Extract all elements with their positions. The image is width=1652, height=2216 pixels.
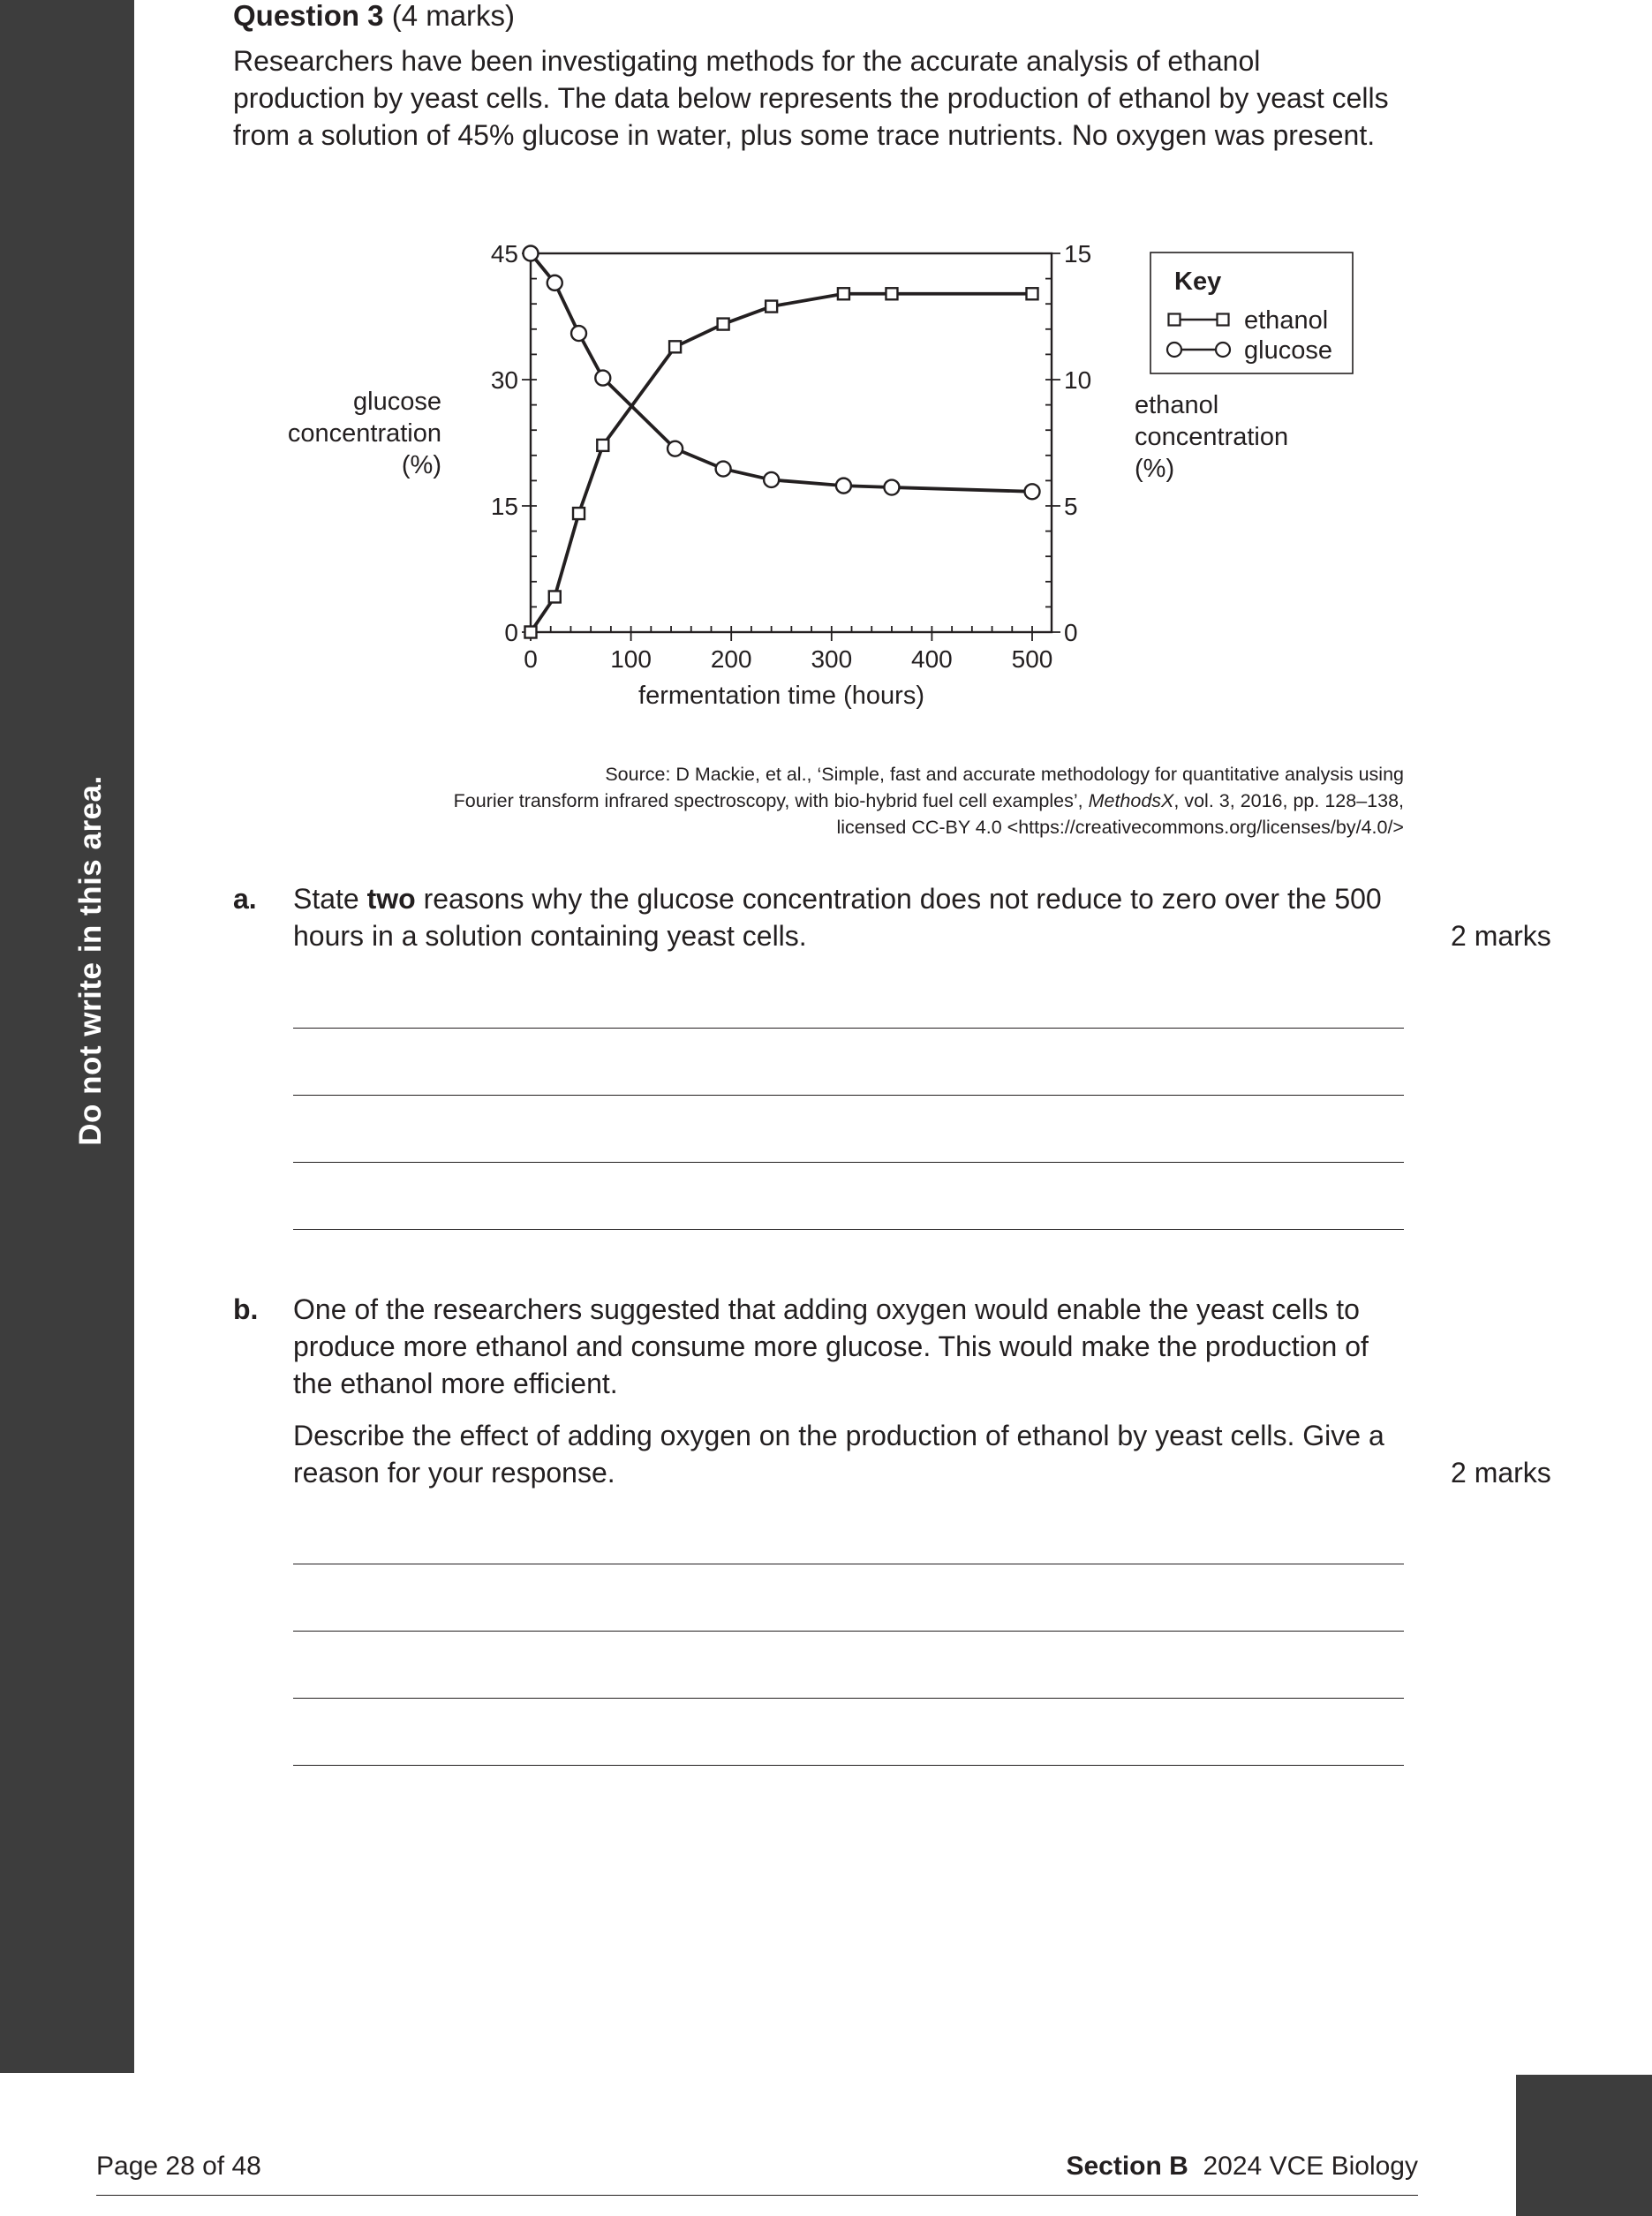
x-tick-label: 300 xyxy=(811,645,853,673)
footer-section xyxy=(1060,2151,1418,2182)
glucose-point xyxy=(836,479,851,494)
legend-ethanol-label: ethanol xyxy=(1244,306,1329,335)
ethanol-point xyxy=(525,627,537,638)
y-left-tick-label: 30 xyxy=(490,366,518,394)
y-left-tick-label: 45 xyxy=(490,240,518,268)
ethanol-point xyxy=(549,591,561,602)
x-axis-label: fermentation time (hours) xyxy=(638,682,924,710)
legend-glucose-marker xyxy=(1216,343,1230,357)
margin-bar xyxy=(0,0,134,2073)
footer-section-label: Section B xyxy=(1066,2152,1188,2181)
part-a-emphasis: two xyxy=(366,883,416,915)
y-right-axis-label: (%) xyxy=(1135,455,1175,483)
legend-ethanol-marker xyxy=(1218,314,1229,326)
part-a-answer-line-3[interactable] xyxy=(293,1162,1404,1163)
fermentation-chart xyxy=(265,230,1413,733)
part-b-letter: b. xyxy=(233,1293,259,1325)
glucose-point xyxy=(595,371,610,386)
ethanol-point xyxy=(1027,288,1038,299)
y-right-tick-label: 5 xyxy=(1064,493,1078,520)
ethanol-point xyxy=(718,319,729,330)
y-right-tick-label: 15 xyxy=(1064,240,1092,268)
part-b-answer-line-3[interactable] xyxy=(293,1698,1404,1699)
question-intro: Researchers have been investigating methods for the accurate analysis of ethanol production by yeast cells. The data below represents the production of ethanol by yeast cells from a solution of 45% glucose in water, plus some trace nutrients. No oxygen was present. xyxy=(233,45,1389,151)
glucose-point xyxy=(884,480,899,495)
y-left-tick-label: 15 xyxy=(490,493,518,520)
source-line-1: Source: D Mackie, et al., ‘Simple, fast and accurate methodology for quantitative analysis using xyxy=(605,764,1404,785)
source-citation xyxy=(265,761,1404,840)
part-b-text-2: Describe the effect of adding oxygen on the production of ethanol by yeast cells. Give a reason for your response. xyxy=(293,1420,1384,1489)
legend-ethanol-marker xyxy=(1169,314,1181,326)
part-a-answer-line-2[interactable] xyxy=(293,1095,1404,1096)
part-a-text xyxy=(293,880,1406,954)
question-marks: (4 marks) xyxy=(391,0,516,32)
y-left-axis-label: (%) xyxy=(401,451,441,479)
y-left-tick-label: 0 xyxy=(504,619,518,646)
glucose-point xyxy=(547,275,562,290)
glucose-point xyxy=(716,462,731,477)
ethanol-point xyxy=(573,508,585,519)
glucose-point xyxy=(1025,484,1040,499)
part-a-text-end: reasons why the glucose concentration does not reduce to zero over the 500 hours in a solution containing yeast cells. xyxy=(293,883,1382,952)
legend-glucose-marker xyxy=(1167,343,1181,357)
glucose-point xyxy=(668,441,683,456)
y-left-axis-label: concentration xyxy=(287,419,441,448)
ethanol-point xyxy=(597,440,608,451)
source-line-3: licensed CC-BY 4.0 <https://creativecommons.org/licenses/by/4.0/> xyxy=(836,817,1404,838)
part-b-text-1: One of the researchers suggested that adding oxygen would enable the yeast cells to produce more ethanol and consume more glucose. This would make the production of the ethanol more efficient. xyxy=(293,1293,1369,1399)
part-a-answer-line-1[interactable] xyxy=(293,1028,1404,1029)
source-line-2 xyxy=(265,788,1404,814)
glucose-point xyxy=(571,326,586,341)
corner-block xyxy=(1516,2075,1652,2216)
ethanol-point xyxy=(669,341,681,352)
part-b-marks: 2 marks xyxy=(1451,1457,1551,1489)
source-journal: MethodsX xyxy=(1088,790,1174,811)
part-a-marks: 2 marks xyxy=(1451,920,1551,952)
question-title xyxy=(233,0,515,32)
part-a-letter: a. xyxy=(233,883,257,915)
y-right-axis-label: concentration xyxy=(1135,423,1289,451)
part-b-answer-line-4[interactable] xyxy=(293,1765,1404,1766)
legend-title: Key xyxy=(1174,268,1222,296)
x-tick-label: 0 xyxy=(524,645,538,673)
x-tick-label: 100 xyxy=(610,645,652,673)
x-tick-label: 400 xyxy=(911,645,953,673)
margin-notice: Do not write in this area. xyxy=(73,775,108,1146)
source-line-2-end: , vol. 3, 2016, pp. 128–138, xyxy=(1173,790,1404,811)
y-right-tick-label: 10 xyxy=(1064,366,1092,394)
ethanol-series-line xyxy=(531,294,1032,632)
glucose-point xyxy=(764,472,779,487)
x-tick-label: 500 xyxy=(1011,645,1053,673)
footer-subject: 2024 VCE Biology xyxy=(1203,2152,1418,2181)
part-a-text-start: State xyxy=(293,883,367,915)
part-b-answer-line-2[interactable] xyxy=(293,1631,1404,1632)
ethanol-point xyxy=(886,288,897,299)
y-right-axis-label: ethanol xyxy=(1135,391,1219,419)
part-a-answer-line-4[interactable] xyxy=(293,1229,1404,1230)
y-left-axis-label: glucose xyxy=(353,388,441,416)
question-number: Question 3 xyxy=(233,0,384,32)
footer-rule xyxy=(96,2195,1418,2196)
y-right-tick-label: 0 xyxy=(1064,619,1078,646)
legend-glucose-label: glucose xyxy=(1244,336,1332,365)
x-tick-label: 200 xyxy=(710,645,752,673)
page-number: Page 28 of 48 xyxy=(96,2152,261,2181)
ethanol-point xyxy=(838,288,849,299)
ethanol-point xyxy=(766,301,777,313)
glucose-point xyxy=(524,246,539,261)
source-line-2-text: Fourier transform infrared spectroscopy, with bio-hybrid fuel cell examples’, xyxy=(453,790,1089,811)
